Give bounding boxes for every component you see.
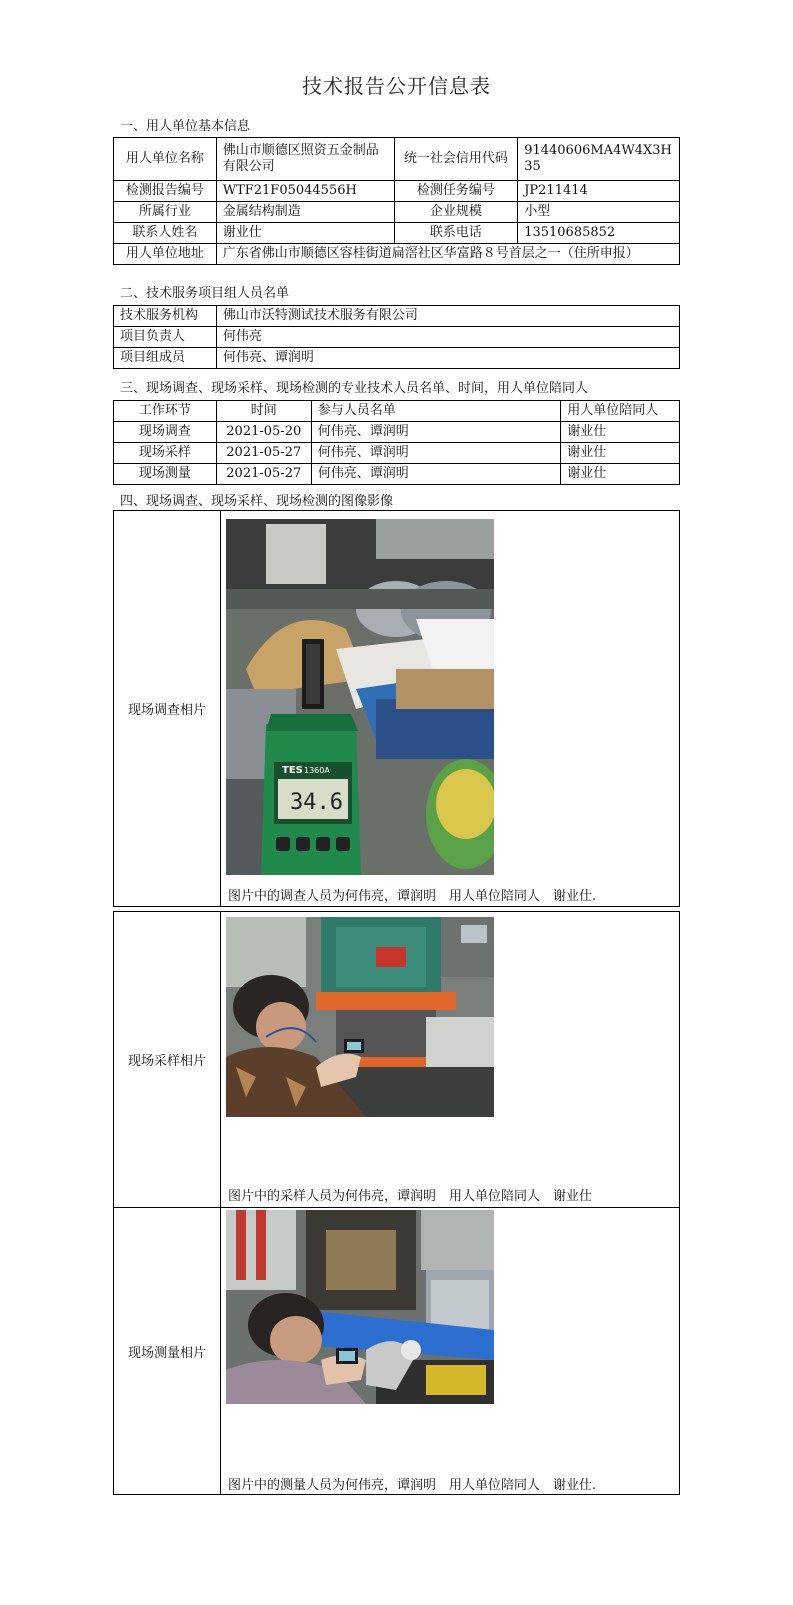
cell-value: 佛山市沃特测试技术服务有限公司 (216, 306, 679, 327)
cell: 现场调查 (114, 422, 217, 443)
cell: 2021-05-27 (216, 443, 311, 464)
project-team-table (113, 305, 680, 369)
cell-value: 金属结构制造 (216, 202, 394, 223)
table-row (114, 244, 680, 265)
photo-label: 现场采样相片 (114, 912, 221, 1207)
meter-model: 1360A (304, 766, 330, 775)
table-row (114, 181, 680, 202)
page-title: 技术报告公开信息表 (302, 74, 491, 98)
cell-value: 谢业仕 (216, 223, 394, 244)
photo-block-survey (113, 510, 680, 907)
sampling-photo (226, 917, 494, 1117)
cell-value: JP211414 (518, 181, 680, 202)
site-work-table (113, 400, 680, 485)
cell-label: 技术服务机构 (114, 306, 217, 327)
cell-label: 项目负责人 (114, 327, 217, 348)
cell: 现场采样 (114, 443, 217, 464)
table-row (114, 348, 680, 369)
survey-photo (226, 519, 494, 875)
table-row (114, 464, 680, 485)
cell-value: 佛山市顺德区照资五金制品有限公司 (216, 138, 394, 181)
cell-label: 联系人姓名 (114, 223, 217, 244)
photo-caption: 图片中的采样人员为何伟亮，谭润明 用人单位陪同人 谢业仕 (228, 1189, 593, 1204)
cell-value: 91440606MA4W4X3H35 (518, 138, 680, 181)
table-row (114, 443, 680, 464)
section1-heading: 一、用人单位基本信息 (120, 119, 251, 134)
cell-value: 13510685852 (518, 223, 680, 244)
cell-label: 项目组成员 (114, 348, 217, 369)
cell-label: 用人单位地址 (114, 244, 217, 265)
cell-label: 所属行业 (114, 202, 217, 223)
photo-label: 现场调查相片 (114, 511, 221, 906)
cell: 何伟亮、谭润明 (311, 443, 561, 464)
photo-block-sampling (113, 911, 680, 1208)
cell-label: 统一社会信用代码 (394, 138, 518, 181)
cell: 2021-05-27 (216, 464, 311, 485)
photo-caption: 图片中的测量人员为何伟亮，谭润明 用人单位陪同人 谢业仕. (228, 1478, 597, 1493)
table-row (114, 223, 680, 244)
column-header: 工作环节 (114, 401, 217, 422)
measurement-photo (226, 1210, 494, 1404)
cell: 谢业仕 (561, 443, 680, 464)
meter-reading: 34.6 (290, 790, 343, 815)
table-row (114, 327, 680, 348)
section4-heading: 四、现场调查、现场采样、现场检测的图像影像 (120, 494, 394, 509)
table-row (114, 138, 680, 181)
basic-info-table (113, 137, 680, 265)
table-row (114, 422, 680, 443)
cell: 谢业仕 (561, 422, 680, 443)
cell-value: 小型 (518, 202, 680, 223)
cell-value: 何伟亮 (216, 327, 679, 348)
column-header: 时间 (216, 401, 311, 422)
cell-label: 联系电话 (394, 223, 518, 244)
meter-brand: TES (282, 765, 303, 776)
cell-label: 检测任务编号 (394, 181, 518, 202)
table-row (114, 202, 680, 223)
cell-label: 用人单位名称 (114, 138, 217, 181)
table-row (114, 306, 680, 327)
column-header: 参与人员名单 (311, 401, 561, 422)
photo-caption: 图片中的调查人员为何伟亮，谭润明 用人单位陪同人 谢业仕. (228, 889, 597, 904)
section2-heading: 二、技术服务项目组人员名单 (120, 286, 290, 301)
cell: 何伟亮、谭润明 (311, 464, 561, 485)
cell: 谢业仕 (561, 464, 680, 485)
cell: 现场测量 (114, 464, 217, 485)
cell-value: WTF21F05044556H (216, 181, 394, 202)
table-header-row (114, 401, 680, 422)
address-value: 广东省佛山市顺德区容桂街道扁滘社区华富路８号首层之一（住所申报） (216, 244, 679, 265)
cell: 2021-05-20 (216, 422, 311, 443)
cell-label: 企业规模 (394, 202, 518, 223)
photo-label: 现场测量相片 (114, 1208, 221, 1494)
cell: 何伟亮、谭润明 (311, 422, 561, 443)
cell-value: 何伟亮、谭润明 (216, 348, 679, 369)
section3-heading: 三、现场调查、现场采样、现场检测的专业技术人员名单、时间，用人单位陪同人 (120, 381, 589, 396)
cell-label: 检测报告编号 (114, 181, 217, 202)
column-header: 用人单位陪同人 (561, 401, 680, 422)
photo-block-measurement (113, 1207, 680, 1495)
